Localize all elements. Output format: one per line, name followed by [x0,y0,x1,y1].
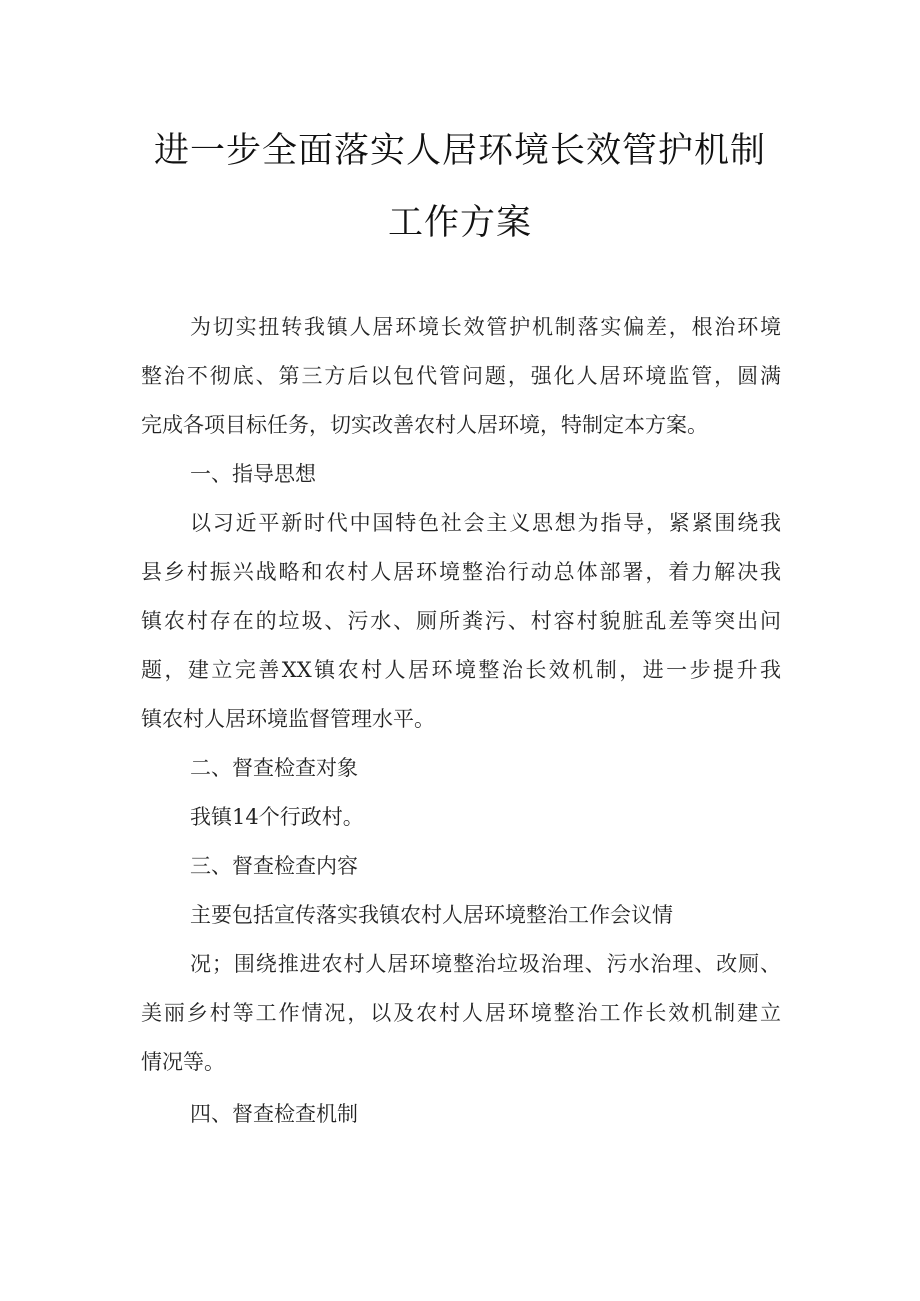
section-heading: 四、督查检查机制 [190,1102,358,1126]
paragraph-line: 镇农村人居环境监督管理水平。 [141,707,435,731]
paragraph-line: 美丽乡村等工作情况，以及农村人居环境整治工作长效机制建立 [141,1001,781,1025]
intro-line: 为切实扭转我镇人居环境长效管护机制落实偏差，根治环境 [190,315,781,339]
intro-line: 整治不彻底、第三方后以包代管问题，强化人居环境监管，圆满 [141,364,781,388]
paragraph-line: 县乡村振兴战略和农村人居环境整治行动总体部署，着力解决我 [141,560,781,584]
paragraph-line: 题，建立完善XX镇农村人居环境整治长效机制，进一步提升我 [141,658,781,682]
paragraph-line: 况；围绕推进农村人居环境整治垃圾治理、污水治理、改厕、 [190,952,781,976]
intro-line: 完成各项目标任务，切实改善农村人居环境，特制定本方案。 [141,413,708,437]
section-heading: 一、指导思想 [190,462,316,486]
document-title-line2: 工作方案 [387,203,532,243]
paragraph-line: 镇农村存在的垃圾、污水、厕所粪污、村容村貌脏乱差等突出问 [141,609,781,633]
paragraph-line: 情况等。 [141,1050,225,1074]
document-title: 进一步全面落实人居环境长效管护机制 [153,131,766,171]
paragraph-line: 我镇14个行政村。 [190,805,364,829]
section-heading: 二、督查检查对象 [190,756,358,780]
paragraph-line: 以习近平新时代中国特色社会主义思想为指导，紧紧围绕我 [190,511,781,535]
paragraph-line: 主要包括宣传落实我镇农村人居环境整治工作会议情 [190,903,673,927]
section-heading: 三、督查检查内容 [190,854,358,878]
